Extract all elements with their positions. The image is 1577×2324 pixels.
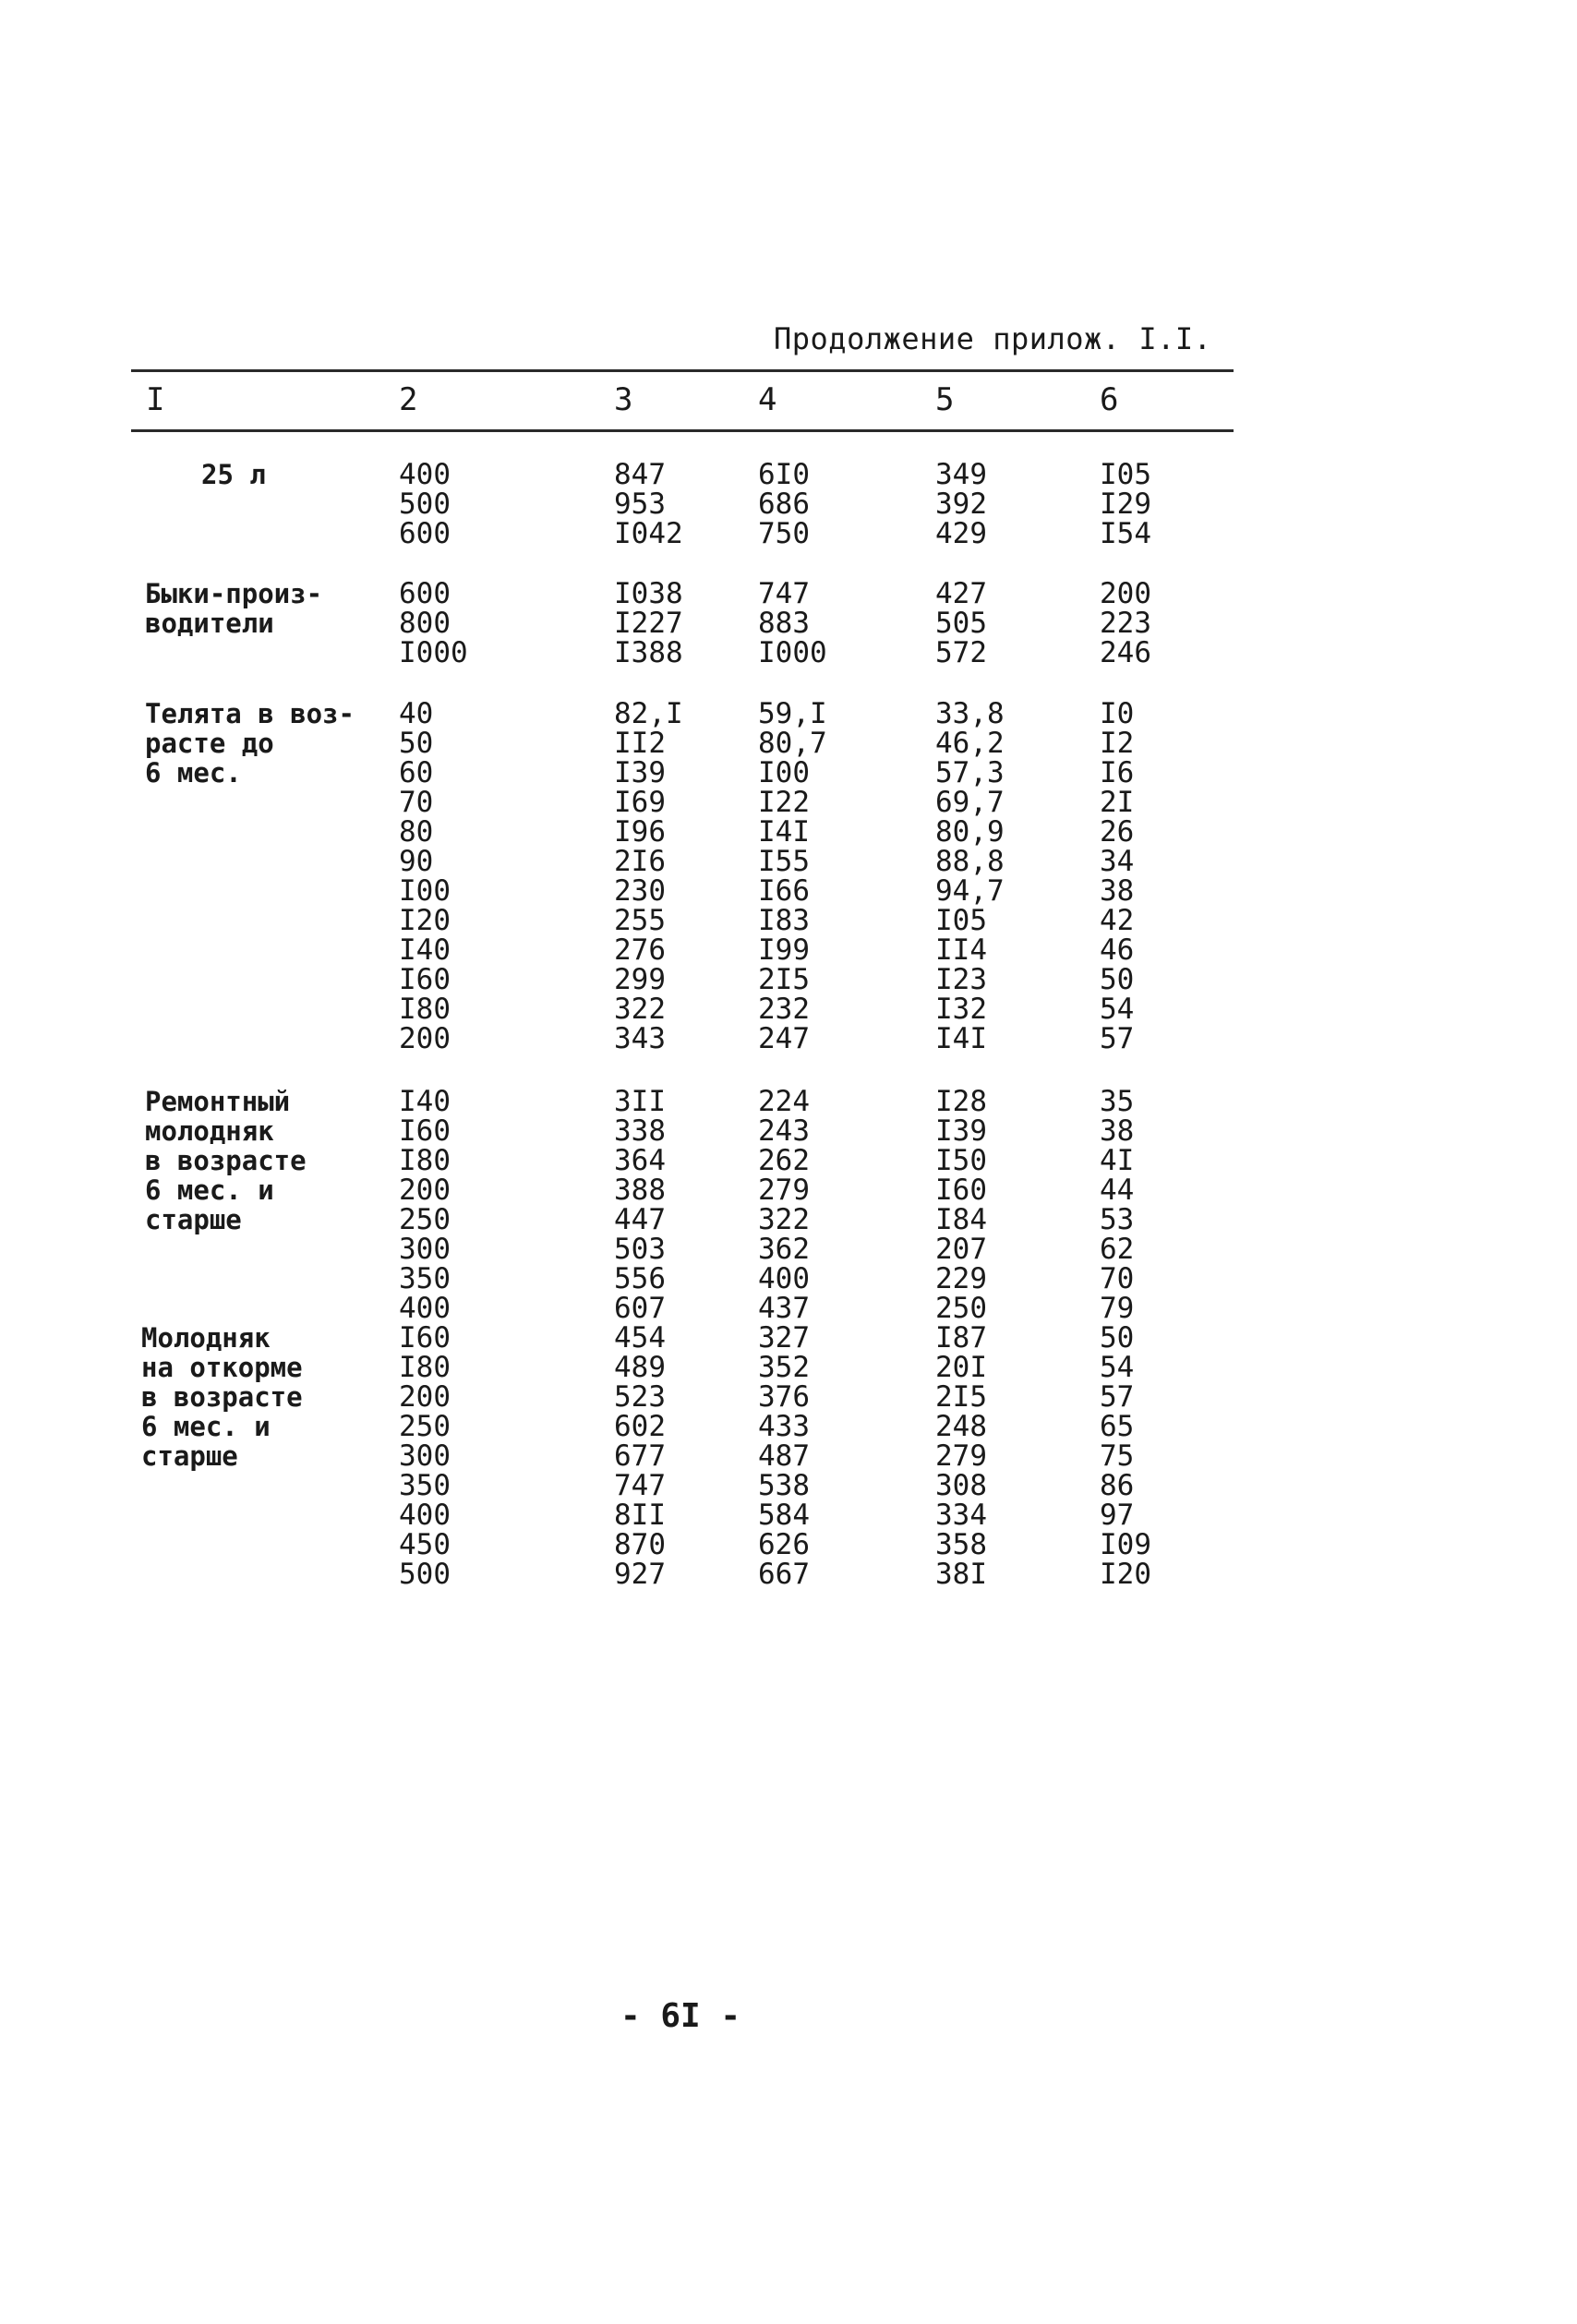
table-cell-value: 38I: [935, 1558, 987, 1591]
table-cell-value: 400: [399, 1499, 451, 1532]
table-cell-value: 6I0: [758, 458, 810, 491]
table-cell-value: I39: [614, 756, 666, 789]
table-cell-value: 54: [1100, 993, 1135, 1026]
table-cell-value: 50: [1100, 1321, 1135, 1355]
table-cell-value: I60: [399, 1114, 451, 1148]
table-cell-value: 247: [758, 1022, 810, 1055]
table-cell-value: 308: [935, 1469, 987, 1502]
table-cell-value: 300: [399, 1233, 451, 1266]
table-cell-value: 70: [1100, 1262, 1135, 1295]
table-cell-value: 46,2: [935, 727, 1005, 760]
table-cell-value: 500: [399, 1558, 451, 1591]
table-cell-value: 207: [935, 1233, 987, 1266]
table-cell-value: I00: [399, 874, 451, 908]
table-cell-value: 86: [1100, 1469, 1135, 1502]
header-bottom-rule: [131, 429, 1234, 432]
table-cell-value: 53: [1100, 1203, 1135, 1236]
table-cell-value: I54: [1100, 517, 1151, 550]
table-cell-value: 246: [1100, 636, 1151, 669]
table-cell-value: I000: [399, 636, 468, 669]
table-cell-value: I80: [399, 993, 451, 1026]
col-2-values: [399, 1323, 451, 1589]
column-header-4: 4: [758, 381, 777, 418]
table-cell-value: 556: [614, 1262, 666, 1295]
table-cell-value: 927: [614, 1558, 666, 1591]
table-cell-value: 327: [758, 1321, 810, 1355]
table-cell-value: I00: [758, 756, 810, 789]
group-label: Молодняк на откорме в возрасте 6 мес. и старше: [141, 1322, 303, 1472]
table-cell-value: 88,8: [935, 845, 1005, 878]
table-cell-value: I6: [1100, 756, 1135, 789]
table-cell-value: 243: [758, 1114, 810, 1148]
table-cell-value: 46: [1100, 933, 1135, 967]
table-cell-value: 667: [758, 1558, 810, 1591]
table-cell-value: 57: [1100, 1022, 1135, 1055]
table-cell-value: 400: [399, 1292, 451, 1325]
col-4-values: [758, 460, 810, 548]
column-header-1: I: [146, 381, 165, 418]
table-cell-value: 80,9: [935, 815, 1005, 849]
table-cell-value: I4I: [758, 815, 810, 849]
table-cell-value: I28: [935, 1085, 987, 1118]
table-cell-value: 200: [399, 1022, 451, 1055]
table-cell-value: 376: [758, 1380, 810, 1414]
table-cell-value: I83: [758, 904, 810, 937]
table-cell-value: 427: [935, 577, 987, 610]
table-cell-value: 600: [399, 517, 451, 550]
table-cell-value: 953: [614, 488, 666, 521]
col-5-values: [935, 579, 987, 668]
table-cell-value: 223: [1100, 607, 1151, 640]
table-cell-value: 4I: [1100, 1144, 1135, 1177]
table-cell-value: 42: [1100, 904, 1135, 937]
table-cell-value: 75: [1100, 1439, 1135, 1473]
table-cell-value: 750: [758, 517, 810, 550]
col-6-values: [1100, 1087, 1134, 1323]
table-cell-value: I55: [758, 845, 810, 878]
column-header-6: 6: [1100, 381, 1119, 418]
table-cell-value: I227: [614, 607, 683, 640]
table-cell-value: 600: [399, 577, 451, 610]
table-cell-value: 300: [399, 1439, 451, 1473]
table-cell-value: 250: [399, 1410, 451, 1443]
table-cell-value: I22: [758, 786, 810, 819]
table-cell-value: II2: [614, 727, 666, 760]
col-2-values: [399, 579, 468, 668]
table-cell-value: 364: [614, 1144, 666, 1177]
table-cell-value: 200: [399, 1174, 451, 1207]
table-top-rule: [131, 369, 1234, 372]
table-cell-value: 626: [758, 1528, 810, 1561]
table-cell-value: 60: [399, 756, 434, 789]
table-cell-value: I2: [1100, 727, 1135, 760]
table-cell-value: 262: [758, 1144, 810, 1177]
table-cell-value: 358: [935, 1528, 987, 1561]
group-label: Телята в воз- расте до 6 мес.: [145, 698, 355, 789]
table-cell-value: I39: [935, 1114, 987, 1148]
table-cell-value: I20: [1100, 1558, 1151, 1591]
table-cell-value: 200: [1100, 577, 1151, 610]
table-cell-value: I000: [758, 636, 827, 669]
table-cell-value: 388: [614, 1174, 666, 1207]
table-cell-value: 224: [758, 1085, 810, 1118]
table-cell-value: 79: [1100, 1292, 1135, 1325]
col-3-values: [614, 699, 683, 1054]
col-3-values: [614, 579, 683, 668]
table-cell-value: 54: [1100, 1351, 1135, 1384]
table-cell-value: I60: [399, 963, 451, 996]
table-cell-value: 279: [758, 1174, 810, 1207]
table-cell-value: 523: [614, 1380, 666, 1414]
table-cell-value: 94,7: [935, 874, 1005, 908]
column-header-3: 3: [614, 381, 633, 418]
column-header-5: 5: [935, 381, 955, 418]
table-cell-value: 34: [1100, 845, 1135, 878]
table-cell-value: 26: [1100, 815, 1135, 849]
table-cell-value: 255: [614, 904, 666, 937]
table-cell-value: I09: [1100, 1528, 1151, 1561]
table-cell-value: 677: [614, 1439, 666, 1473]
col-5-values: [935, 460, 987, 548]
table-cell-value: 343: [614, 1022, 666, 1055]
page-number: - 6I -: [620, 1997, 741, 2035]
table-cell-value: I99: [758, 933, 810, 967]
column-header-2: 2: [399, 381, 418, 418]
table-cell-value: 847: [614, 458, 666, 491]
table-caption: Продолжение прилож. I.I.: [774, 321, 1212, 356]
col-4-values: [758, 1323, 810, 1589]
table-cell-value: I50: [935, 1144, 987, 1177]
col-3-values: [614, 460, 683, 548]
table-cell-value: 503: [614, 1233, 666, 1266]
table-cell-value: 279: [935, 1439, 987, 1473]
table-cell-value: 80,7: [758, 727, 827, 760]
table-cell-value: I038: [614, 577, 683, 610]
table-cell-value: 322: [758, 1203, 810, 1236]
table-cell-value: 437: [758, 1292, 810, 1325]
table-cell-value: I0: [1100, 697, 1135, 730]
table-cell-value: 447: [614, 1203, 666, 1236]
table-cell-value: 250: [935, 1292, 987, 1325]
table-cell-value: I80: [399, 1144, 451, 1177]
table-cell-value: I042: [614, 517, 683, 550]
table-cell-value: 747: [758, 577, 810, 610]
table-cell-value: I32: [935, 993, 987, 1026]
table-cell-value: I87: [935, 1321, 987, 1355]
col-5-values: [935, 699, 1005, 1054]
table-cell-value: 50: [399, 727, 434, 760]
table-cell-value: 400: [758, 1262, 810, 1295]
table-cell-value: 572: [935, 636, 987, 669]
table-cell-value: 80: [399, 815, 434, 849]
table-cell-value: 505: [935, 607, 987, 640]
col-4-values: [758, 699, 827, 1054]
table-cell-value: 334: [935, 1499, 987, 1532]
table-cell-value: 800: [399, 607, 451, 640]
col-2-values: [399, 460, 451, 548]
col-2-values: [399, 1087, 451, 1323]
table-cell-value: 584: [758, 1499, 810, 1532]
table-cell-value: 338: [614, 1114, 666, 1148]
table-cell-value: 2I5: [935, 1380, 987, 1414]
table-cell-value: 349: [935, 458, 987, 491]
table-cell-value: 2I5: [758, 963, 810, 996]
table-cell-value: I23: [935, 963, 987, 996]
table-cell-value: I84: [935, 1203, 987, 1236]
col-3-values: [614, 1323, 666, 1589]
table-cell-value: 229: [935, 1262, 987, 1295]
table-cell-value: 454: [614, 1321, 666, 1355]
table-cell-value: I29: [1100, 488, 1151, 521]
table-cell-value: 350: [399, 1469, 451, 1502]
table-cell-value: I40: [399, 933, 451, 967]
table-cell-value: 500: [399, 488, 451, 521]
col-6-values: [1100, 1323, 1151, 1589]
table-cell-value: 392: [935, 488, 987, 521]
table-cell-value: 362: [758, 1233, 810, 1266]
table-cell-value: 350: [399, 1262, 451, 1295]
table-cell-value: I80: [399, 1351, 451, 1384]
table-cell-value: 2I: [1100, 786, 1135, 819]
table-cell-value: 97: [1100, 1499, 1135, 1532]
table-cell-value: 352: [758, 1351, 810, 1384]
table-cell-value: 62: [1100, 1233, 1135, 1266]
table-cell-value: 870: [614, 1528, 666, 1561]
table-cell-value: 230: [614, 874, 666, 908]
table-cell-value: I69: [614, 786, 666, 819]
table-cell-value: 69,7: [935, 786, 1005, 819]
table-cell-value: 40: [399, 697, 434, 730]
col-6-values: [1100, 699, 1134, 1054]
table-cell-value: 450: [399, 1528, 451, 1561]
table-cell-value: 489: [614, 1351, 666, 1384]
table-cell-value: 70: [399, 786, 434, 819]
table-cell-value: I60: [935, 1174, 987, 1207]
table-cell-value: 250: [399, 1203, 451, 1236]
table-cell-value: 57,3: [935, 756, 1005, 789]
table-cell-value: I05: [935, 904, 987, 937]
table-cell-value: 50: [1100, 963, 1135, 996]
col-5-values: [935, 1323, 987, 1589]
table-cell-value: 33,8: [935, 697, 1005, 730]
table-cell-value: 2I6: [614, 845, 666, 878]
col-3-values: [614, 1087, 666, 1323]
table-cell-value: 59,I: [758, 697, 827, 730]
table-cell-value: 602: [614, 1410, 666, 1443]
table-cell-value: 35: [1100, 1085, 1135, 1118]
table-cell-value: I388: [614, 636, 683, 669]
table-cell-value: I4I: [935, 1022, 987, 1055]
table-cell-value: 38: [1100, 1114, 1135, 1148]
table-cell-value: 276: [614, 933, 666, 967]
col-6-values: [1100, 460, 1151, 548]
table-cell-value: 232: [758, 993, 810, 1026]
table-cell-value: 248: [935, 1410, 987, 1443]
table-cell-value: 429: [935, 517, 987, 550]
table-cell-value: 65: [1100, 1410, 1135, 1443]
table-cell-value: 44: [1100, 1174, 1135, 1207]
table-cell-value: 3II: [614, 1085, 666, 1118]
table-cell-value: 607: [614, 1292, 666, 1325]
table-cell-value: 883: [758, 607, 810, 640]
table-cell-value: 8II: [614, 1499, 666, 1532]
table-cell-value: 487: [758, 1439, 810, 1473]
table-cell-value: I05: [1100, 458, 1151, 491]
table-cell-value: 90: [399, 845, 434, 878]
group-label: 25 л: [201, 459, 266, 490]
table-cell-value: I96: [614, 815, 666, 849]
table-cell-value: 322: [614, 993, 666, 1026]
table-cell-value: 299: [614, 963, 666, 996]
table-cell-value: II4: [935, 933, 987, 967]
table-cell-value: 57: [1100, 1380, 1135, 1414]
table-cell-value: 400: [399, 458, 451, 491]
group-label: Ремонтный молодняк в возрасте 6 мес. и старше: [145, 1086, 307, 1235]
table-cell-value: 38: [1100, 874, 1135, 908]
col-4-values: [758, 1087, 810, 1323]
table-cell-value: 747: [614, 1469, 666, 1502]
group-label: Быки-произ- водители: [145, 578, 323, 639]
table-cell-value: 82,I: [614, 697, 683, 730]
table-cell-value: 686: [758, 488, 810, 521]
table-cell-value: I20: [399, 904, 451, 937]
col-4-values: [758, 579, 827, 668]
table-cell-value: 200: [399, 1380, 451, 1414]
col-5-values: [935, 1087, 987, 1323]
col-6-values: [1100, 579, 1151, 668]
table-cell-value: 20I: [935, 1351, 987, 1384]
table-cell-value: I60: [399, 1321, 451, 1355]
table-cell-value: 433: [758, 1410, 810, 1443]
table-cell-value: I66: [758, 874, 810, 908]
table-cell-value: I40: [399, 1085, 451, 1118]
col-2-values: [399, 699, 451, 1054]
table-cell-value: 538: [758, 1469, 810, 1502]
